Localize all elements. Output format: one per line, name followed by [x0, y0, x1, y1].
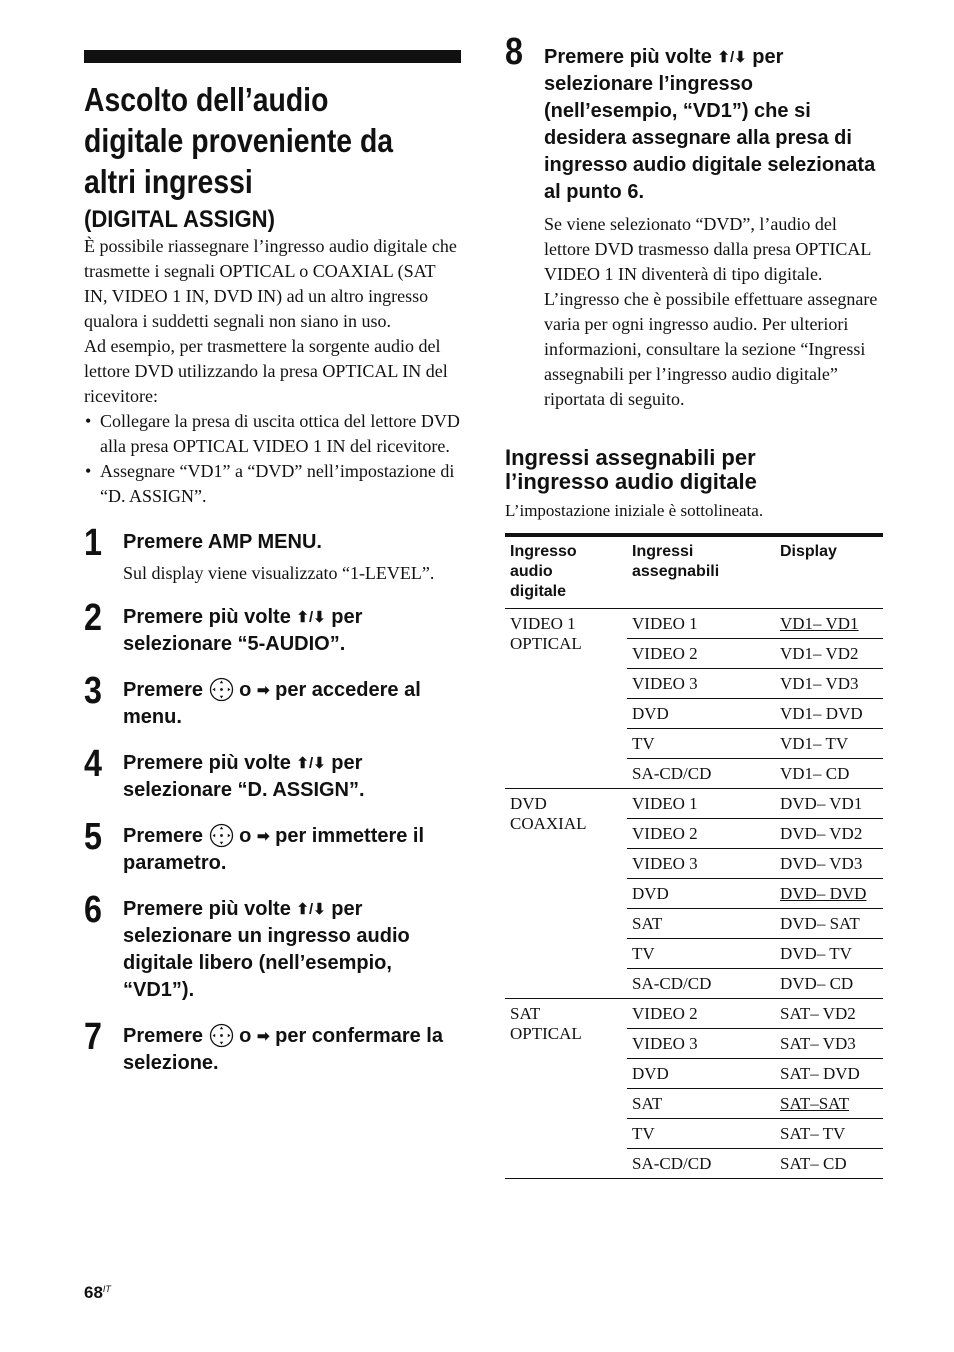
- cell-input: TV: [627, 729, 775, 759]
- step-1: [84, 522, 461, 586]
- cell-input: SAT: [627, 909, 775, 939]
- group-cell-video1-optical: VIDEO 1 OPTICAL: [505, 609, 627, 789]
- bullet-item: • Assegnare “VD1” a “DVD” nell’impostazione di “D. ASSIGN”.: [84, 459, 461, 509]
- bullet-item: • Collegare la presa di uscita ottica del lettore DVD alla presa OPTICAL VIDEO 1 IN del ricevitore.: [84, 409, 461, 459]
- left-column: [84, 50, 461, 1077]
- cell-display: DVD– TV: [775, 939, 883, 969]
- step-2: [84, 597, 461, 658]
- step-text-part: per selezionare un ingresso audio digitale libero (nell’esempio, “VD1”).: [123, 898, 410, 1001]
- cell-input: VIDEO 2: [627, 819, 775, 849]
- cell-input: SAT: [627, 1089, 775, 1119]
- cell-input: VIDEO 2: [627, 639, 775, 669]
- step-4: [84, 743, 461, 804]
- cell-display: SAT– TV: [775, 1119, 883, 1149]
- cell-display: DVD– CD: [775, 969, 883, 999]
- step-text-part: per selezionare “5-AUDIO”.: [123, 606, 363, 655]
- intro-paragraph-1: È possibile riassegnare l’ingresso audio digitale che trasmette i segnali OPTICAL o COAXIAL (SAT IN, VIDEO 1 IN, DVD IN) ad un altro ingresso qualora i suddetti segnali non siano in uso.: [84, 236, 457, 331]
- table-note: L’impostazione iniziale è sottolineata.: [505, 501, 764, 520]
- header-digital-input: Ingresso audio digitale: [510, 543, 577, 600]
- step-7: [84, 1016, 461, 1077]
- header-display: Display: [780, 543, 837, 560]
- step-text-part: Premere più volte: [123, 752, 297, 774]
- cell-display: SAT– CD: [775, 1149, 883, 1179]
- enter-button-icon: [209, 823, 234, 848]
- step-text: Premere AMP MENU.: [123, 531, 322, 553]
- table-section-heading: [505, 446, 883, 494]
- cell-input: DVD: [627, 699, 775, 729]
- title-line-2: digitale proveniente da: [84, 122, 394, 159]
- cell-input: SA-CD/CD: [627, 1149, 775, 1179]
- cell-display: SAT– VD3: [775, 1029, 883, 1059]
- cell-display: VD1– CD: [775, 759, 883, 789]
- step-text: [123, 677, 461, 731]
- step-note: Se viene selezionato “DVD”, l’audio del lettore DVD trasmesso dalla presa OPTICAL VIDEO 1 IN diventerà di tipo digitale.: [544, 214, 871, 284]
- header-assignable-inputs: Ingressi assegnabili: [632, 543, 720, 580]
- page-number-value: 68: [84, 1283, 103, 1302]
- cell-input: SA-CD/CD: [627, 759, 775, 789]
- step-text-part: o: [233, 679, 257, 701]
- step-6: [84, 889, 461, 1004]
- cell-input: VIDEO 2: [627, 999, 775, 1029]
- cell-display: SAT– DVD: [775, 1059, 883, 1089]
- step-text: [123, 1023, 461, 1077]
- step-number: 3: [84, 670, 102, 712]
- cell-display: DVD– VD3: [775, 849, 883, 879]
- cell-display: DVD– DVD: [775, 879, 883, 909]
- group-cell-dvd-coaxial: DVD COAXIAL: [505, 789, 627, 999]
- step-number: 8: [505, 31, 523, 73]
- table-row: [505, 609, 883, 639]
- cell-display: DVD– VD2: [775, 819, 883, 849]
- cell-display: DVD– SAT: [775, 909, 883, 939]
- heading-line: Ingressi assegnabili per: [505, 445, 756, 470]
- table-row: [505, 789, 883, 819]
- step-8: [505, 31, 883, 412]
- step-text-part: Premere: [123, 1025, 209, 1047]
- step-text-part: per selezionare l’ingresso (nell’esempio, “VD1”) che si desidera assegnare alla presa di ingresso audio digitale selezionata al punto 6.: [544, 46, 876, 203]
- intro-bullet-list: [84, 409, 461, 509]
- right-arrow-icon: ➡: [256, 682, 270, 699]
- cell-display: DVD– VD1: [775, 789, 883, 819]
- step-number: 7: [84, 1016, 102, 1058]
- step-text-part: Premere più volte: [544, 46, 718, 68]
- step-number: 1: [84, 522, 102, 564]
- cell-display: SAT–SAT: [775, 1089, 883, 1119]
- title-line-1: Ascolto dell’audio: [84, 81, 329, 118]
- step-note: Sul display viene visualizzato “1-LEVEL”.: [123, 563, 435, 583]
- cell-display: VD1– VD2: [775, 639, 883, 669]
- heading-line: l’ingresso audio digitale: [505, 469, 757, 494]
- cell-input: VIDEO 3: [627, 1029, 775, 1059]
- step-text-part: Premere più volte: [123, 898, 297, 920]
- title-line-3: altri ingressi: [84, 163, 253, 200]
- step-text-part: per confermare la selezione.: [123, 1025, 443, 1074]
- title-rule: [84, 50, 461, 63]
- cell-display: VD1– DVD: [775, 699, 883, 729]
- cell-input: VIDEO 3: [627, 669, 775, 699]
- table-header-row: [505, 535, 883, 609]
- step-text-part: Premere: [123, 825, 209, 847]
- page-title: [84, 79, 462, 202]
- cell-display: VD1– VD3: [775, 669, 883, 699]
- step-text: [123, 823, 461, 877]
- intro-paragraph-2: Ad esempio, per trasmettere la sorgente audio del lettore DVD utilizzando la presa OPTICAL IN del ricevitore:: [84, 336, 448, 406]
- cell-input: DVD: [627, 1059, 775, 1089]
- table-row: [505, 999, 883, 1029]
- step-number: 4: [84, 743, 102, 785]
- cell-input: SA-CD/CD: [627, 969, 775, 999]
- step-text-part: Premere più volte: [123, 606, 297, 628]
- enter-button-icon: [209, 677, 234, 702]
- step-text: [544, 38, 883, 206]
- cell-input: TV: [627, 1119, 775, 1149]
- cell-input: VIDEO 1: [627, 609, 775, 639]
- step-text-part: o: [233, 825, 257, 847]
- cell-display: SAT– VD2: [775, 999, 883, 1029]
- step-text: [123, 750, 461, 804]
- step-note: L’ingresso che è possibile effettuare assegnare varia per ogni ingresso audio. Per ulteriori informazioni, consultare la sezione “Ingressi assegnabili per l’ingresso audio digitale” riportata di seguito.: [544, 289, 878, 409]
- up-down-arrows-icon: ⬆/⬇: [717, 49, 747, 66]
- cell-input: DVD: [627, 879, 775, 909]
- cell-input: TV: [627, 939, 775, 969]
- page-subtitle: (DIGITAL ASSIGN): [84, 206, 275, 233]
- step-text-part: per selezionare “D. ASSIGN”.: [123, 752, 365, 801]
- step-text-part: per accedere al menu.: [123, 679, 421, 728]
- step-5: [84, 816, 461, 877]
- step-text: [123, 896, 461, 1004]
- right-column: [505, 31, 883, 1179]
- right-arrow-icon: ➡: [256, 828, 270, 845]
- enter-button-icon: [209, 1023, 234, 1048]
- right-arrow-icon: ➡: [256, 1028, 270, 1045]
- up-down-arrows-icon: ⬆/⬇: [296, 755, 326, 772]
- step-number: 5: [84, 816, 102, 858]
- cell-display: VD1– VD1: [775, 609, 883, 639]
- step-3: [84, 670, 461, 731]
- step-text-part: Premere: [123, 679, 209, 701]
- step-text-part: per immettere il parametro.: [123, 825, 425, 874]
- group-cell-sat-optical: SAT OPTICAL: [505, 999, 627, 1179]
- up-down-arrows-icon: ⬆/⬇: [296, 609, 326, 626]
- cell-input: VIDEO 1: [627, 789, 775, 819]
- step-text-part: o: [233, 1025, 257, 1047]
- step-number: 6: [84, 889, 102, 931]
- assignable-inputs-table: [505, 533, 883, 1179]
- cell-input: VIDEO 3: [627, 849, 775, 879]
- page-number: [84, 1283, 111, 1303]
- cell-display: VD1– TV: [775, 729, 883, 759]
- step-number: 2: [84, 597, 102, 639]
- up-down-arrows-icon: ⬆/⬇: [296, 901, 326, 918]
- page-language-suffix: IT: [102, 1284, 111, 1294]
- step-text: [123, 604, 461, 658]
